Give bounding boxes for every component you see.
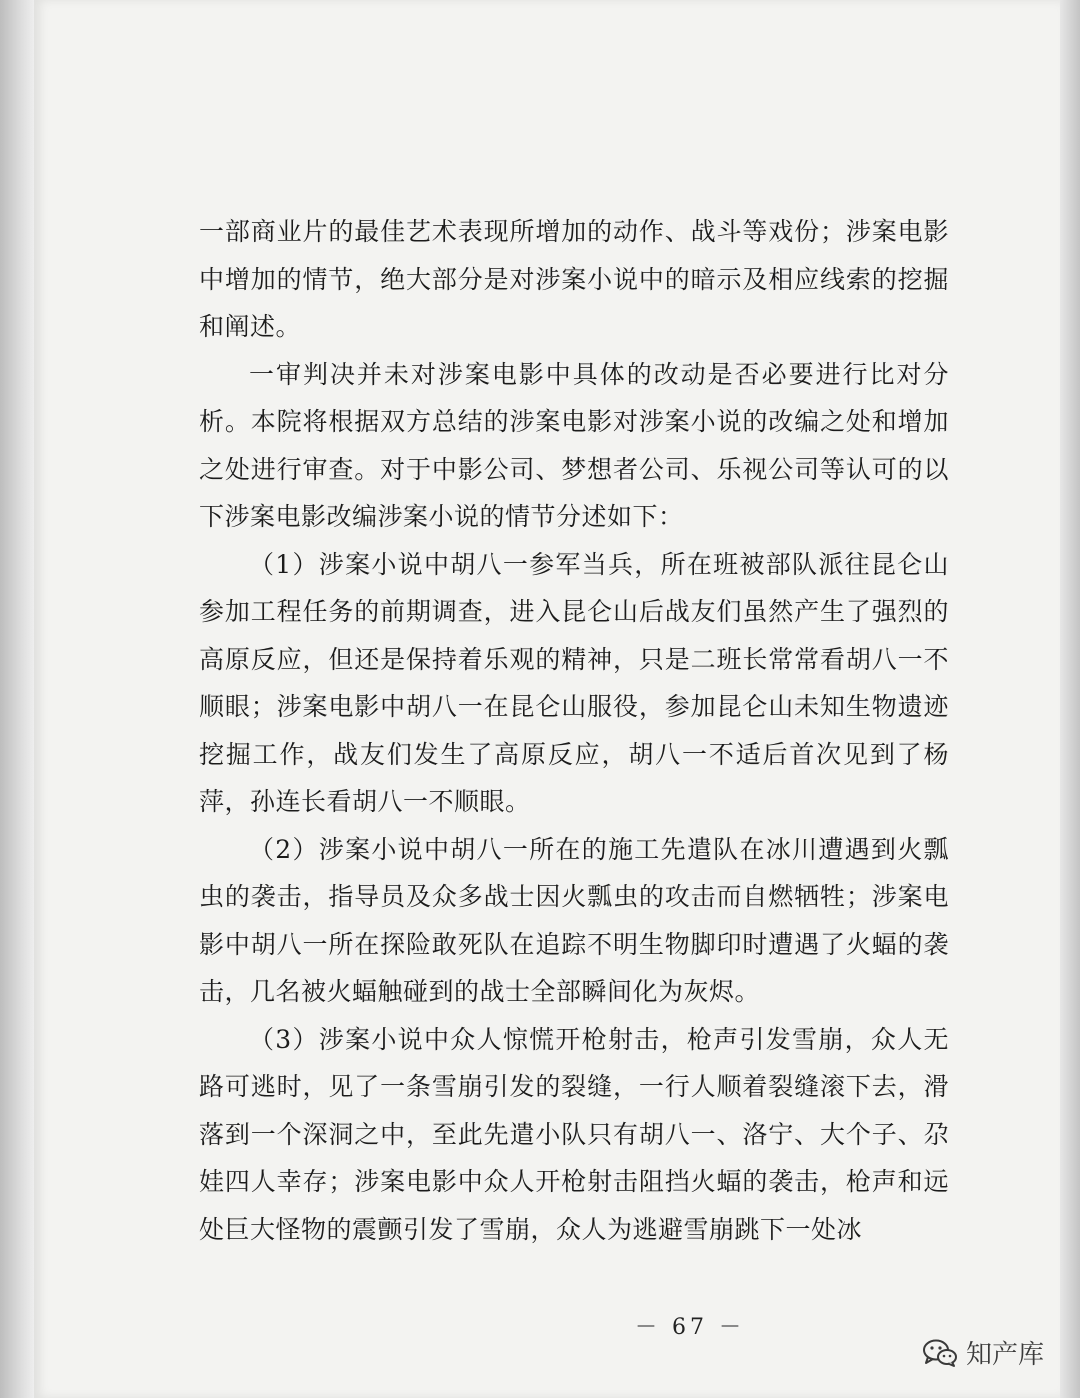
scan-edge-right [1060, 0, 1080, 1398]
page-number: － 67 － [635, 1315, 745, 1340]
paragraph-1: 一部商业片的最佳艺术表现所增加的动作、战斗等戏份；涉案电影中增加的情节，绝大部分是对涉案小说中的暗示及相应线索的挖掘和阐述。 [199, 217, 949, 341]
paragraph-4: （2）涉案小说中胡八一所在的施工先遣队在冰川遭遇到火瓢虫的袭击，指导员及众多战士因火瓢虫的攻击而自燃牺牲；涉案电影中胡八一所在探险敢死队在追踪不明生物脚印时遭遇了火蝠的袭击，几名被火蝠触碰到的战士全部瞬间化为灰烬。 [199, 834, 949, 1006]
watermark-label: 知产库 [965, 1340, 1044, 1370]
wechat-icon [922, 1338, 958, 1368]
scan-edge-left [0, 0, 34, 1398]
document-page [34, 0, 1060, 1398]
paragraph-2: 一审判决并未对涉案电影中具体的改动是否必要进行比对分析。本院将根据双方总结的涉案电影对涉案小说的改编之处和增加之处进行审查。对于中影公司、梦想者公司、乐视公司等认可的以下涉案电影改编涉案小说的情节分述如下： [199, 359, 949, 531]
paragraph-5: （3）涉案小说中众人惊慌开枪射击，枪声引发雪崩，众人无路可逃时，见了一条雪崩引发的裂缝，一行人顺着裂缝滚下去，滑落到一个深洞之中，至此先遣小队只有胡八一、洛宁、大个子、尕娃四人幸存；涉案电影中众人开枪射击阻挡火蝠的袭击，枪声和远处巨大怪物的震颤引发了雪崩，众人为逃避雪崩跳下一处冰 [199, 1024, 949, 1244]
paragraph-3: （1）涉案小说中胡八一参军当兵，所在班被部队派往昆仑山参加工程任务的前期调查，进入昆仑山后战友们虽然产生了强烈的高原反应，但还是保持着乐观的精神，只是二班长常常看胡八一不顺眼；涉案电影中胡八一在昆仑山服役，参加昆仑山未知生物遗迹挖掘工作，战友们发生了高原反应，胡八一不适后首次见到了杨萍，孙连长看胡八一不顺眼。 [199, 549, 949, 816]
body-text [199, 208, 949, 1253]
watermark [922, 1334, 1044, 1371]
